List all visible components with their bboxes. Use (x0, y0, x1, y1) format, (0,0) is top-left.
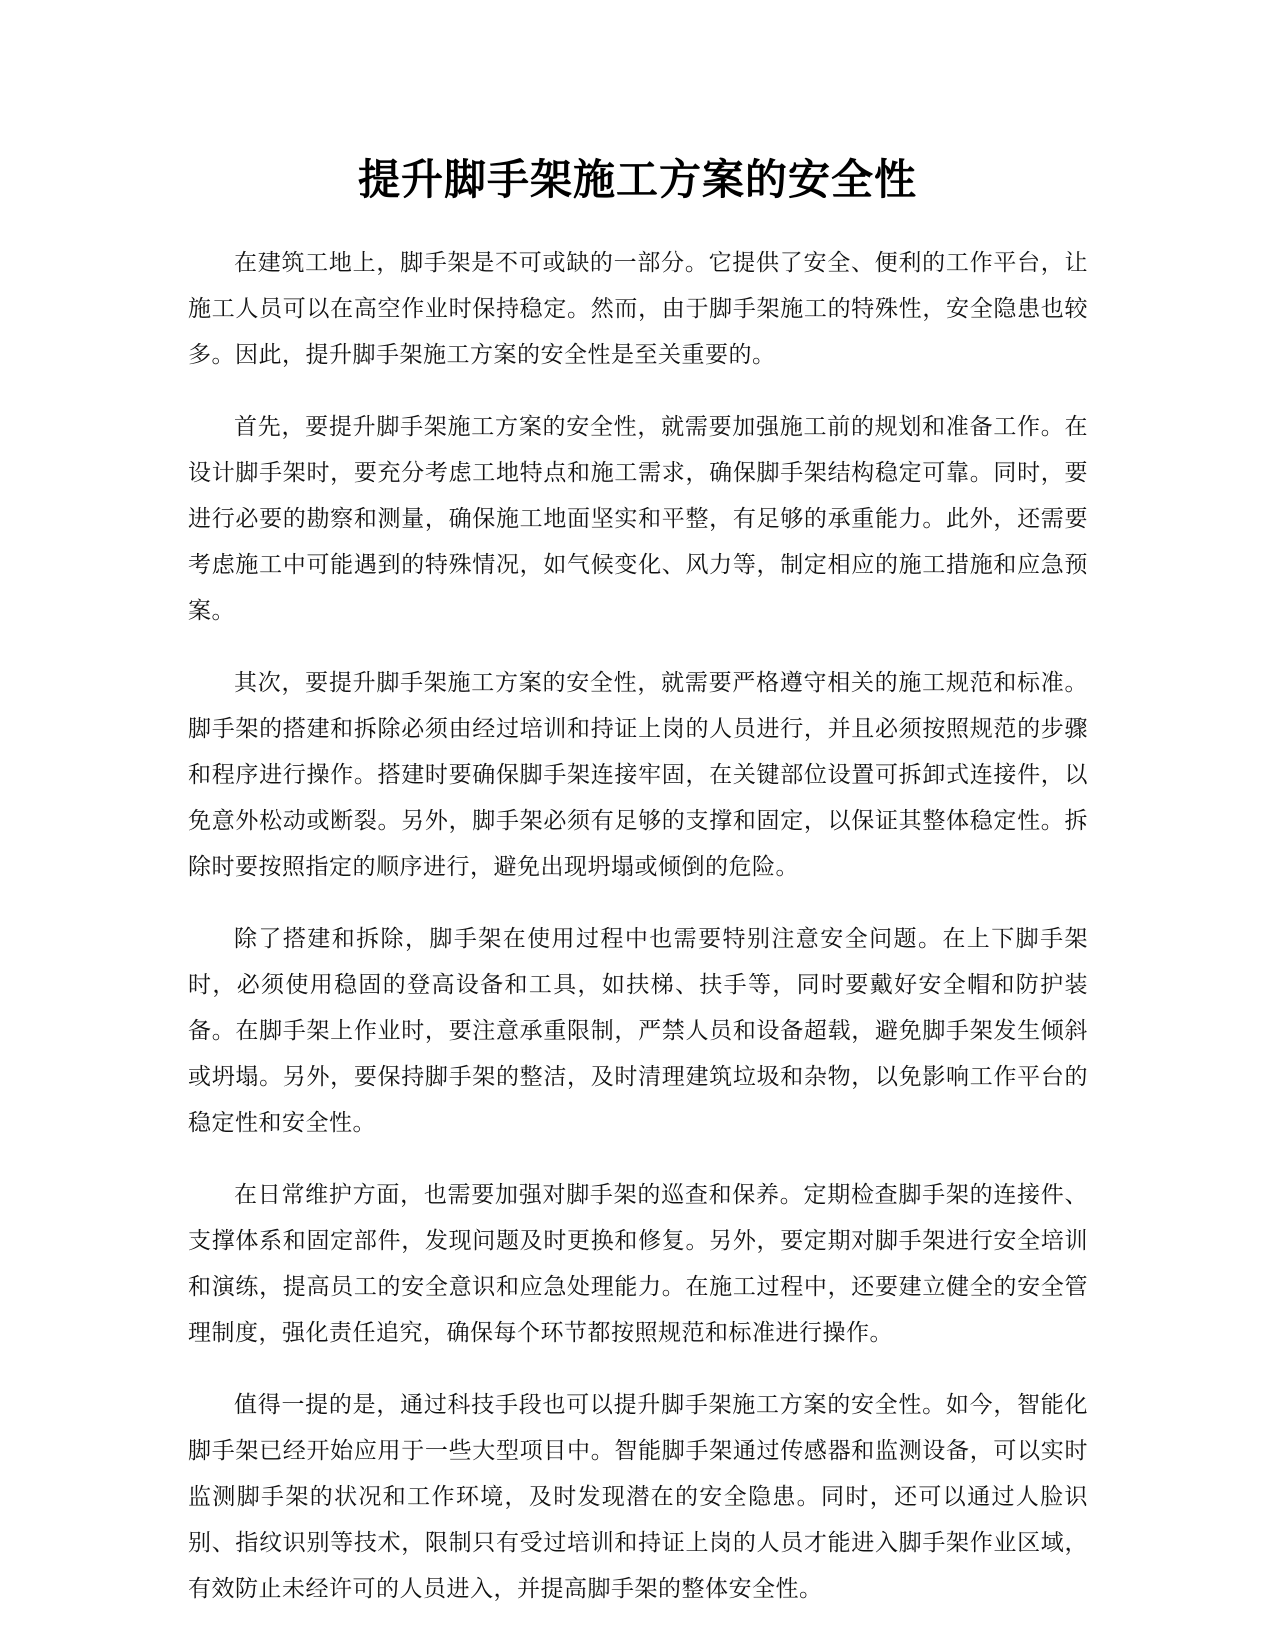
paragraph-4: 除了搭建和拆除，脚手架在使用过程中也需要特别注意安全问题。在上下脚手架时，必须使用稳固的登高设备和工具，如扶梯、扶手等，同时要戴好安全帽和防护装备。在脚手架上作业时，要注意承重限制，严禁人员和设备超载，避免脚手架发生倾斜或坍塌。另外，要保持脚手架的整洁，及时清理建筑垃圾和杂物，以免影响工作平台的稳定性和安全性。 (188, 926, 1088, 1136)
paragraph-1: 在建筑工地上，脚手架是不可或缺的一部分。它提供了安全、便利的工作平台，让施工人员可以在高空作业时保持稳定。然而，由于脚手架施工的特殊性，安全隐患也较多。因此，提升脚手架施工方案的安全性是至关重要的。 (188, 250, 1088, 368)
paragraph-5: 在日常维护方面，也需要加强对脚手架的巡查和保养。定期检查脚手架的连接件、支撑体系和固定部件，发现问题及时更换和修复。另外，要定期对脚手架进行安全培训和演练，提高员工的安全意识和应急处理能力。在施工过程中，还要建立健全的安全管理制度，强化责任追究，确保每个环节都按照规范和标准进行操作。 (188, 1182, 1088, 1346)
paragraph-2: 首先，要提升脚手架施工方案的安全性，就需要加强施工前的规划和准备工作。在设计脚手架时，要充分考虑工地特点和施工需求，确保脚手架结构稳定可靠。同时，要进行必要的勘察和测量，确保施工地面坚实和平整，有足够的承重能力。此外，还需要考虑施工中可能遇到的特殊情况，如气候变化、风力等，制定相应的施工措施和应急预案。 (188, 414, 1088, 624)
document-title: 提升脚手架施工方案的安全性 (357, 155, 917, 204)
document-body (188, 240, 1088, 1638)
paragraph-6: 值得一提的是，通过科技手段也可以提升脚手架施工方案的安全性。如今，智能化脚手架已经开始应用于一些大型项目中。智能脚手架通过传感器和监测设备，可以实时监测脚手架的状况和工作环境，及时发现潜在的安全隐患。同时，还可以通过人脸识别、指纹识别等技术，限制只有受过培训和持证上岗的人员才能进入脚手架作业区域，有效防止未经许可的人员进入，并提高脚手架的整体安全性。 (188, 1392, 1088, 1602)
paragraph-3: 其次，要提升脚手架施工方案的安全性，就需要严格遵守相关的施工规范和标准。脚手架的搭建和拆除必须由经过培训和持证上岗的人员进行，并且必须按照规范的步骤和程序进行操作。搭建时要确保脚手架连接牢固，在关键部位设置可拆卸式连接件，以免意外松动或断裂。另外，脚手架必须有足够的支撑和固定，以保证其整体稳定性。拆除时要按照指定的顺序进行，避免出现坍塌或倾倒的危险。 (188, 670, 1088, 880)
